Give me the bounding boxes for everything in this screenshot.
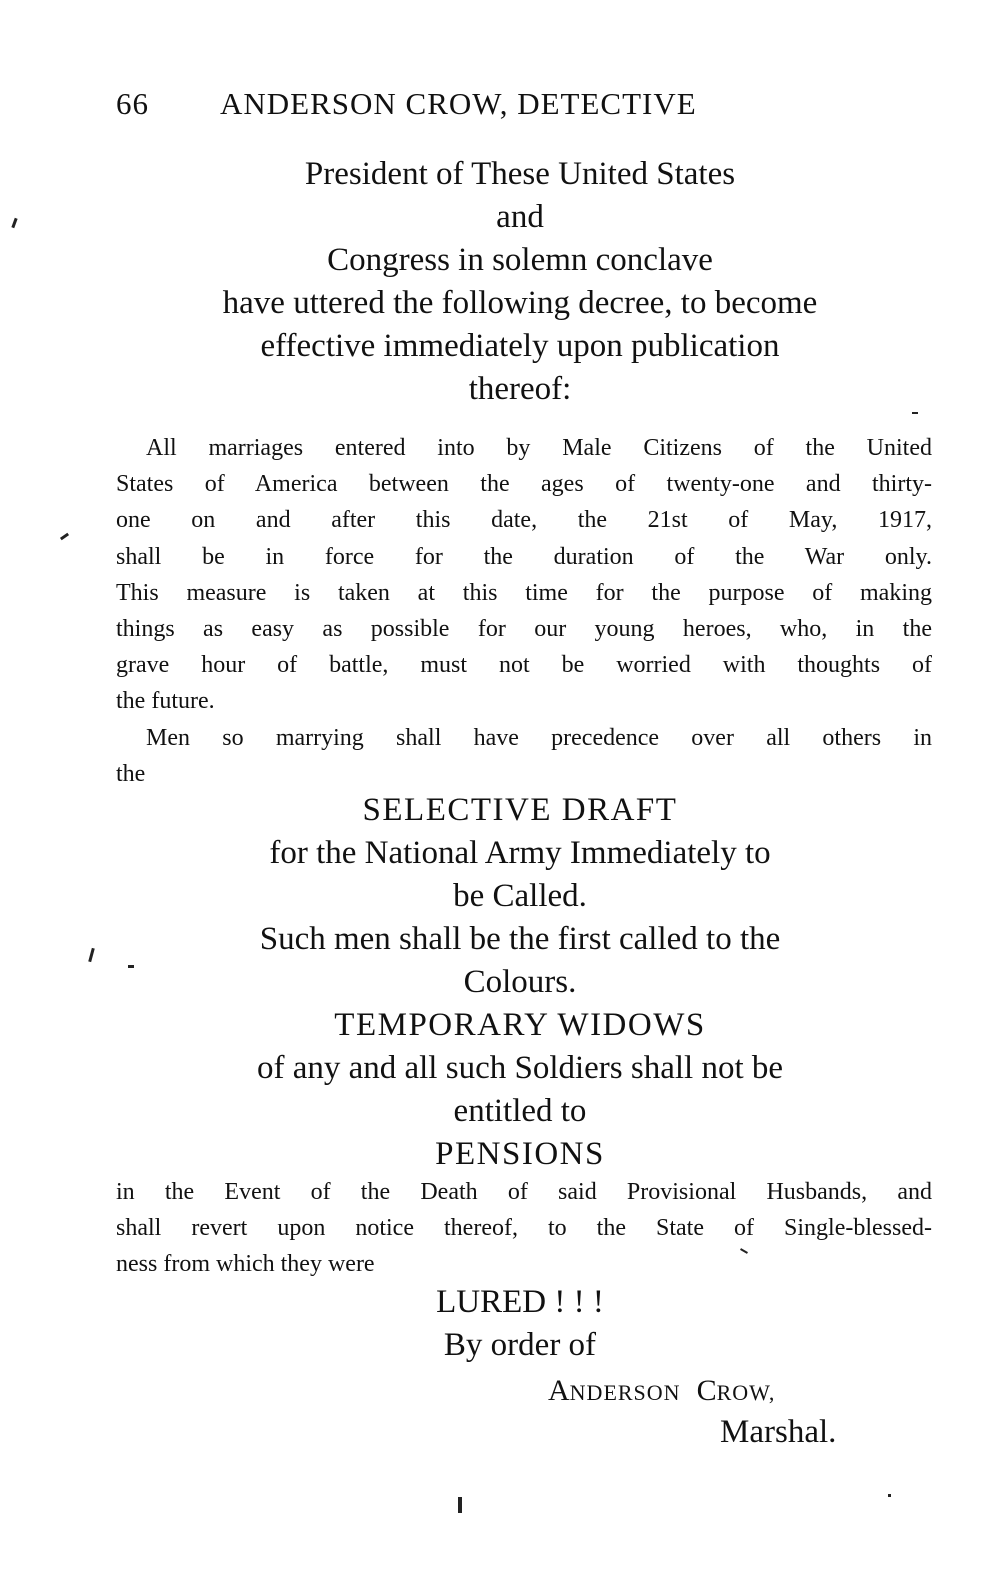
draft-line-1: for the National Army Immediately to	[269, 835, 771, 871]
preamble-line-6: thereof:	[468, 371, 572, 407]
signatory-first-rest: NDERSON	[569, 1380, 681, 1405]
running-head	[116, 86, 836, 122]
draft-line-4: Colours.	[463, 964, 577, 1000]
widows-line-2: entitled to	[453, 1093, 587, 1129]
decree-paragraph-3	[116, 1174, 932, 1283]
widows-line-1: of any and all such Soldiers shall not be	[256, 1050, 784, 1086]
draft-line-3: Such men shall be the first called to the	[259, 921, 781, 957]
lured-line: LURED ! ! !	[436, 1284, 604, 1320]
page-number: 66	[116, 86, 149, 121]
scan-speck	[11, 218, 17, 228]
paragraph-line: in the Event of the Death of said Provisional Husbands, and	[116, 1179, 932, 1205]
paragraph-line: the	[116, 761, 146, 788]
scan-speck	[458, 1497, 462, 1513]
running-title: ANDERSON CROW, DETECTIVE	[220, 86, 697, 121]
draft-line-2: be Called.	[453, 878, 587, 914]
paragraph-line: shall be in force for the duration of the War only.	[116, 543, 932, 570]
paragraph-line: grave hour of battle, must not be worried with thoughts of	[116, 652, 932, 679]
signatory-name	[548, 1374, 775, 1408]
pensions-heading: PENSIONS	[435, 1136, 605, 1172]
preamble-line-2: and	[496, 199, 544, 235]
paragraph-line: ness from which they were	[116, 1251, 375, 1278]
decree-paragraph-1	[116, 430, 932, 720]
paragraph-line: the future.	[116, 688, 215, 715]
preamble-line-4: have uttered the following decree, to become	[222, 285, 818, 321]
preamble-line-1: President of These United States	[304, 156, 736, 192]
preamble-line-5: effective immediately upon publication	[260, 328, 780, 364]
paragraph-line: things as easy as possible for our young heroes, who, in the	[116, 616, 932, 643]
selective-draft-heading: SELECTIVE DRAFT	[362, 792, 678, 828]
scan-speck	[128, 965, 134, 968]
signatory-role: Marshal.	[720, 1414, 837, 1450]
preamble-line-3: Congress in solemn conclave	[327, 242, 713, 278]
paragraph-line: This measure is taken at this time for the purpose of making	[116, 579, 932, 606]
paragraph-line: Men so marrying shall have precedence over all others in	[146, 725, 932, 751]
decree-paragraph-2	[116, 720, 932, 792]
scan-speck	[60, 533, 69, 541]
scan-speck	[912, 412, 918, 414]
temporary-widows-heading: TEMPORARY WIDOWS	[334, 1007, 706, 1043]
paragraph-line: All marriages entered into by Male Citizens of the United	[146, 435, 932, 461]
scan-speck	[88, 948, 95, 962]
paragraph-line: States of America between the ages of twenty-one and thirty-	[116, 471, 932, 498]
signatory-initial: C	[696, 1374, 717, 1407]
paragraph-line: one on and after this date, the 21st of May, 1917,	[116, 507, 932, 534]
signatory-initial: A	[548, 1374, 570, 1407]
scan-speck	[888, 1494, 891, 1497]
paragraph-line: shall revert upon notice thereof, to the State of Single-blessed-	[116, 1215, 932, 1242]
by-order-line: By order of	[443, 1327, 597, 1363]
signatory-last-rest: ROW,	[716, 1380, 776, 1405]
